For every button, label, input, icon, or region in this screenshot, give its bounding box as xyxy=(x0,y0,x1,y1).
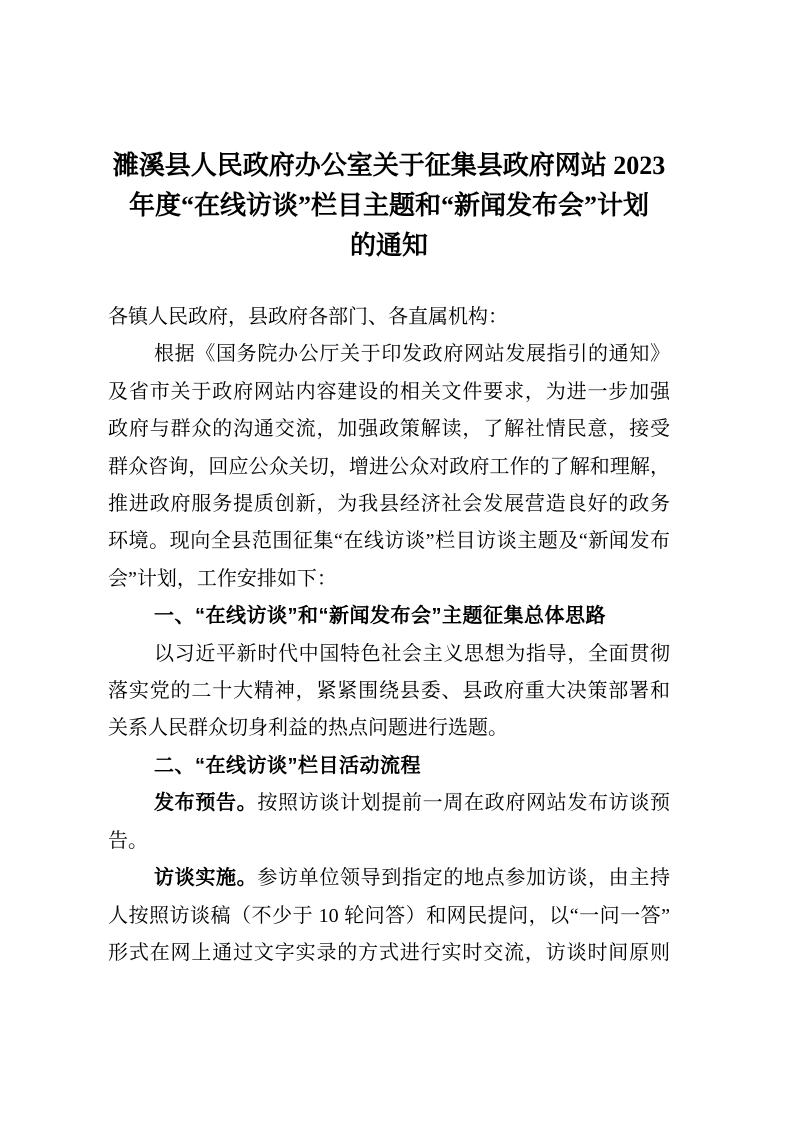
run-in-heading: 一、“在线访谈”和“新闻发布会”主题征集总体思路 xyxy=(154,605,606,628)
text-run: 根据《国务院办公厅关于印发政府网站发展指引的通知》 xyxy=(154,343,670,366)
text-line xyxy=(108,336,670,373)
document-title xyxy=(108,0,670,266)
text-run: 以习近平新时代中国特色社会主义思想为指导，全面贯彻 xyxy=(154,642,670,665)
text-line xyxy=(108,823,670,860)
text-run: 关系人民群众切身利益的热点问题进行选题。 xyxy=(108,717,508,740)
text-line xyxy=(108,860,670,897)
document-title-line: 的通知 xyxy=(349,231,428,260)
text-line xyxy=(108,374,670,411)
text-line xyxy=(108,299,670,336)
text-line xyxy=(108,898,670,935)
text-line xyxy=(108,710,670,747)
text-line xyxy=(108,411,670,448)
text-run: 参访单位领导到指定的地点参加访谈，由主持 xyxy=(257,867,671,890)
text-line xyxy=(108,561,670,598)
run-in-heading: 二、“在线访谈”栏目活动流程 xyxy=(154,754,421,777)
document-title-line: 濉溪县人民政府办公室关于征集县政府网站 2023 xyxy=(112,151,666,180)
document-content xyxy=(108,0,670,972)
text-line xyxy=(108,486,670,523)
text-run: 推进政府服务提质创新，为我县经济社会发展营造良好的政务 xyxy=(108,493,670,516)
text-run: 落实党的二十大精神，紧紧围绕县委、县政府重大决策部署和 xyxy=(108,680,670,703)
text-run: 群众咨询，回应公众关切，增进公众对政府工作的了解和理解， xyxy=(108,455,670,478)
text-run: 告。 xyxy=(108,829,148,852)
text-run: 会”计划，工作安排如下： xyxy=(108,567,337,590)
text-line xyxy=(108,449,670,486)
run-in-heading: 发布预告。 xyxy=(154,792,258,815)
text-line xyxy=(108,785,670,822)
text-line xyxy=(108,673,670,710)
text-line xyxy=(108,935,670,972)
text-run: 人按照访谈稿（不少于 10 轮问答）和网民提问，以“一问一答” xyxy=(108,904,670,927)
section-heading-line xyxy=(108,748,670,785)
section-heading-line xyxy=(108,598,670,635)
document-body xyxy=(108,299,670,972)
text-run: 环境。现向全县范围征集“在线访谈”栏目访谈主题及“新闻发布 xyxy=(108,530,670,553)
document-title-line: 年度“在线访谈”栏目主题和“新闻发布会”计划 xyxy=(128,191,649,220)
text-run: 按照访谈计划提前一周在政府网站发布访谈预 xyxy=(257,792,671,815)
run-in-heading: 访谈实施。 xyxy=(154,867,258,890)
text-run: 政府与群众的沟通交流，加强政策解读，了解社情民意，接受 xyxy=(108,418,670,441)
text-run: 形式在网上通过文字实录的方式进行实时交流，访谈时间原则 xyxy=(108,941,670,964)
text-line xyxy=(108,523,670,560)
text-run: 及省市关于政府网站内容建设的相关文件要求，为进一步加强 xyxy=(108,380,670,403)
text-run: 各镇人民政府，县政府各部门、各直属机构： xyxy=(108,306,508,328)
text-line xyxy=(108,636,670,673)
